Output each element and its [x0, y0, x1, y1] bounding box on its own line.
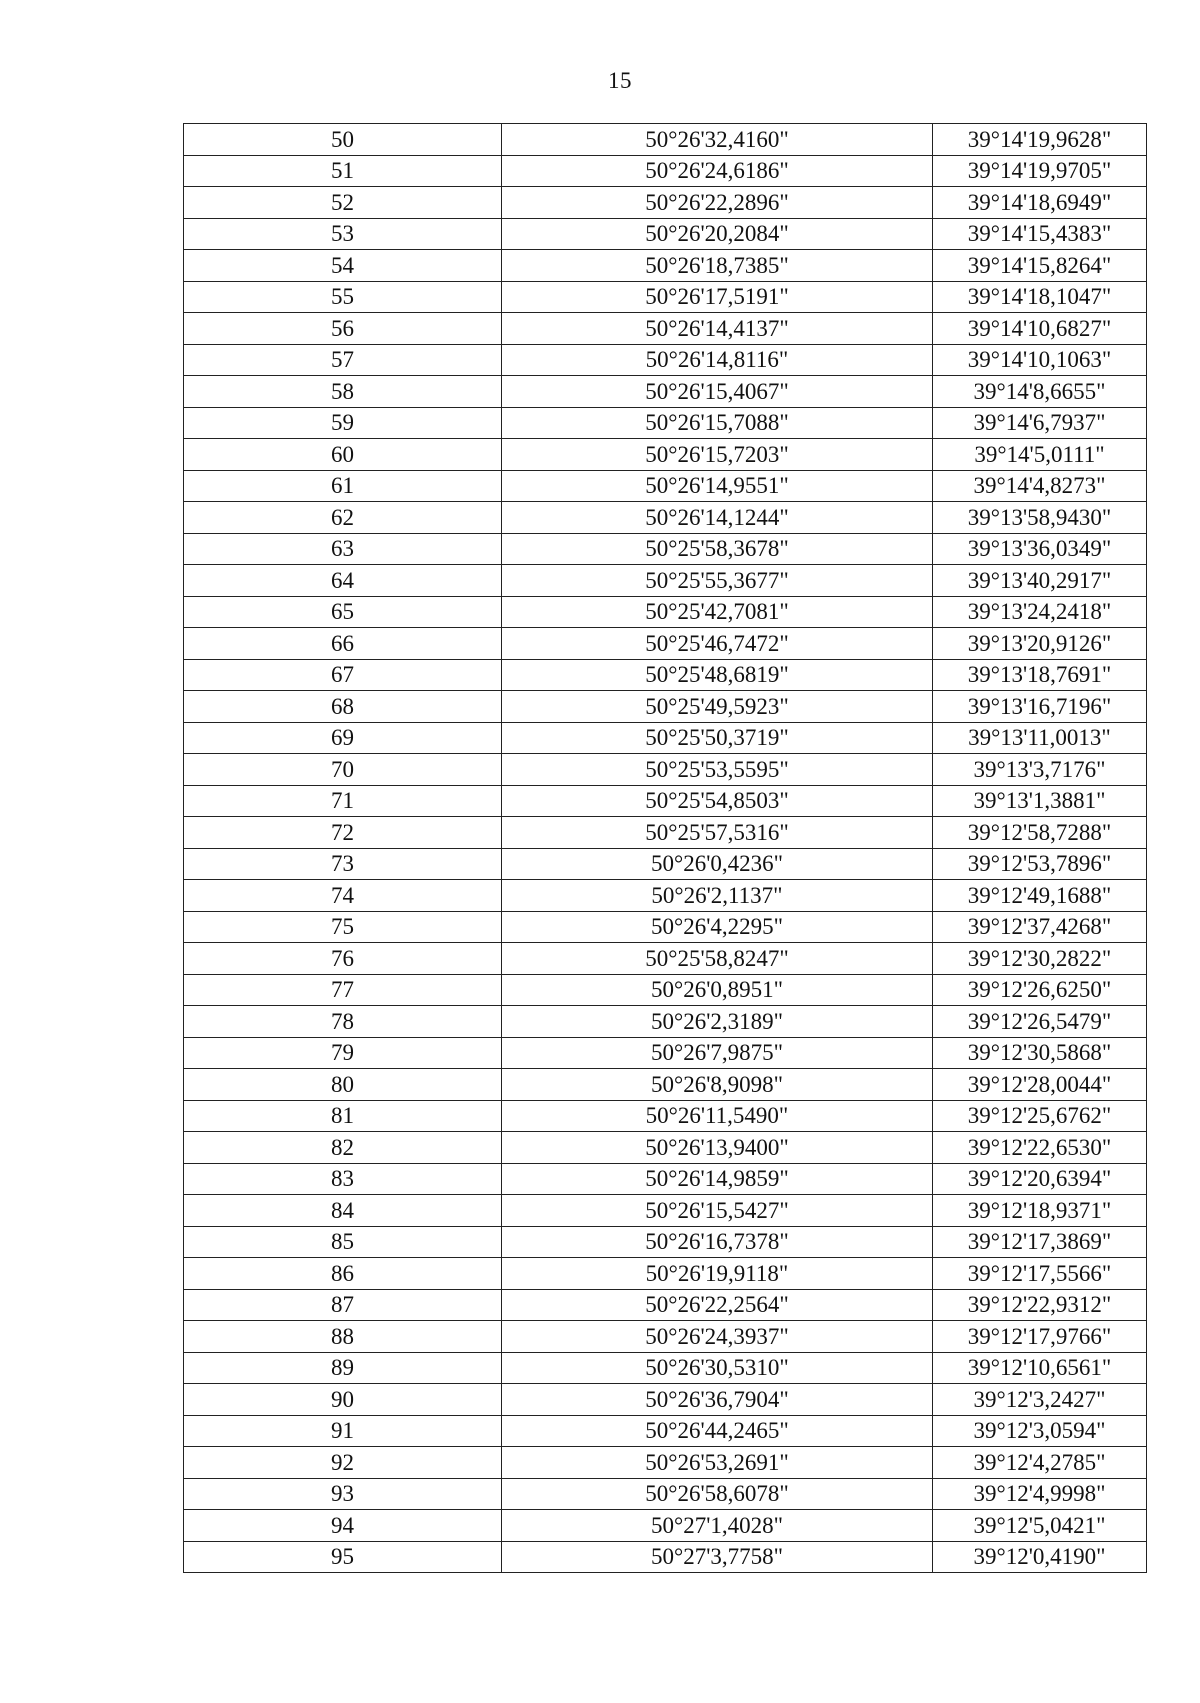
latitude-cell: 50°26'22,2564"	[502, 1289, 933, 1321]
latitude-cell: 50°26'19,9118"	[502, 1258, 933, 1290]
point-number-cell: 76	[184, 943, 502, 975]
latitude-cell: 50°25'58,8247"	[502, 943, 933, 975]
longitude-cell: 39°14'15,8264"	[933, 250, 1147, 282]
latitude-cell: 50°25'58,3678"	[502, 533, 933, 565]
longitude-cell: 39°12'3,0594"	[933, 1415, 1147, 1447]
longitude-cell: 39°12'18,9371"	[933, 1195, 1147, 1227]
latitude-cell: 50°26'44,2465"	[502, 1415, 933, 1447]
longitude-cell: 39°14'15,4383"	[933, 218, 1147, 250]
longitude-cell: 39°13'58,9430"	[933, 502, 1147, 534]
table-row	[184, 974, 1147, 1006]
table-row	[184, 218, 1147, 250]
table-row	[184, 659, 1147, 691]
point-number-cell: 67	[184, 659, 502, 691]
latitude-cell: 50°26'16,7378"	[502, 1226, 933, 1258]
coordinates-table-body	[184, 124, 1147, 1573]
table-row	[184, 817, 1147, 849]
point-number-cell: 62	[184, 502, 502, 534]
table-row	[184, 1006, 1147, 1038]
table-row	[184, 470, 1147, 502]
latitude-cell: 50°26'32,4160"	[502, 124, 933, 156]
latitude-cell: 50°26'18,7385"	[502, 250, 933, 282]
longitude-cell: 39°14'6,7937"	[933, 407, 1147, 439]
point-number-cell: 77	[184, 974, 502, 1006]
table-row	[184, 848, 1147, 880]
latitude-cell: 50°26'20,2084"	[502, 218, 933, 250]
table-row	[184, 407, 1147, 439]
table-row	[184, 376, 1147, 408]
table-row	[184, 628, 1147, 660]
latitude-cell: 50°26'58,6078"	[502, 1478, 933, 1510]
table-row	[184, 1541, 1147, 1573]
table-row	[184, 344, 1147, 376]
table-row	[184, 155, 1147, 187]
longitude-cell: 39°13'16,7196"	[933, 691, 1147, 723]
point-number-cell: 53	[184, 218, 502, 250]
longitude-cell: 39°14'18,1047"	[933, 281, 1147, 313]
point-number-cell: 93	[184, 1478, 502, 1510]
table-row	[184, 502, 1147, 534]
table-row	[184, 439, 1147, 471]
longitude-cell: 39°12'5,0421"	[933, 1510, 1147, 1542]
point-number-cell: 63	[184, 533, 502, 565]
longitude-cell: 39°12'30,2822"	[933, 943, 1147, 975]
table-row	[184, 911, 1147, 943]
point-number-cell: 61	[184, 470, 502, 502]
longitude-cell: 39°14'10,1063"	[933, 344, 1147, 376]
longitude-cell: 39°14'5,0111"	[933, 439, 1147, 471]
point-number-cell: 83	[184, 1163, 502, 1195]
table-row	[184, 1069, 1147, 1101]
table-row	[184, 187, 1147, 219]
latitude-cell: 50°26'14,1244"	[502, 502, 933, 534]
latitude-cell: 50°26'36,7904"	[502, 1384, 933, 1416]
table-row	[184, 1100, 1147, 1132]
point-number-cell: 90	[184, 1384, 502, 1416]
latitude-cell: 50°25'48,6819"	[502, 659, 933, 691]
latitude-cell: 50°26'22,2896"	[502, 187, 933, 219]
table-row	[184, 754, 1147, 786]
table-row	[184, 533, 1147, 565]
longitude-cell: 39°12'26,5479"	[933, 1006, 1147, 1038]
longitude-cell: 39°12'22,6530"	[933, 1132, 1147, 1164]
point-number-cell: 92	[184, 1447, 502, 1479]
point-number-cell: 69	[184, 722, 502, 754]
point-number-cell: 91	[184, 1415, 502, 1447]
longitude-cell: 39°13'11,0013"	[933, 722, 1147, 754]
point-number-cell: 86	[184, 1258, 502, 1290]
point-number-cell: 59	[184, 407, 502, 439]
latitude-cell: 50°26'17,5191"	[502, 281, 933, 313]
latitude-cell: 50°26'2,3189"	[502, 1006, 933, 1038]
latitude-cell: 50°26'14,9551"	[502, 470, 933, 502]
latitude-cell: 50°26'4,2295"	[502, 911, 933, 943]
longitude-cell: 39°12'30,5868"	[933, 1037, 1147, 1069]
table-row	[184, 1321, 1147, 1353]
longitude-cell: 39°12'10,6561"	[933, 1352, 1147, 1384]
latitude-cell: 50°26'53,2691"	[502, 1447, 933, 1479]
latitude-cell: 50°26'0,8951"	[502, 974, 933, 1006]
table-row	[184, 1384, 1147, 1416]
longitude-cell: 39°14'8,6655"	[933, 376, 1147, 408]
table-row	[184, 565, 1147, 597]
table-row	[184, 691, 1147, 723]
latitude-cell: 50°26'2,1137"	[502, 880, 933, 912]
latitude-cell: 50°25'42,7081"	[502, 596, 933, 628]
latitude-cell: 50°26'24,6186"	[502, 155, 933, 187]
latitude-cell: 50°26'15,4067"	[502, 376, 933, 408]
latitude-cell: 50°25'55,3677"	[502, 565, 933, 597]
table-row	[184, 250, 1147, 282]
longitude-cell: 39°12'17,9766"	[933, 1321, 1147, 1353]
latitude-cell: 50°27'3,7758"	[502, 1541, 933, 1573]
point-number-cell: 52	[184, 187, 502, 219]
point-number-cell: 55	[184, 281, 502, 313]
point-number-cell: 70	[184, 754, 502, 786]
point-number-cell: 80	[184, 1069, 502, 1101]
longitude-cell: 39°13'24,2418"	[933, 596, 1147, 628]
latitude-cell: 50°26'0,4236"	[502, 848, 933, 880]
point-number-cell: 82	[184, 1132, 502, 1164]
point-number-cell: 85	[184, 1226, 502, 1258]
point-number-cell: 84	[184, 1195, 502, 1227]
longitude-cell: 39°12'25,6762"	[933, 1100, 1147, 1132]
table-row	[184, 1163, 1147, 1195]
longitude-cell: 39°12'22,9312"	[933, 1289, 1147, 1321]
latitude-cell: 50°25'50,3719"	[502, 722, 933, 754]
longitude-cell: 39°12'26,6250"	[933, 974, 1147, 1006]
latitude-cell: 50°27'1,4028"	[502, 1510, 933, 1542]
point-number-cell: 65	[184, 596, 502, 628]
table-row	[184, 1415, 1147, 1447]
point-number-cell: 68	[184, 691, 502, 723]
point-number-cell: 74	[184, 880, 502, 912]
longitude-cell: 39°14'10,6827"	[933, 313, 1147, 345]
point-number-cell: 50	[184, 124, 502, 156]
longitude-cell: 39°12'53,7896"	[933, 848, 1147, 880]
point-number-cell: 71	[184, 785, 502, 817]
point-number-cell: 89	[184, 1352, 502, 1384]
coordinates-table	[183, 123, 1147, 1573]
longitude-cell: 39°12'17,5566"	[933, 1258, 1147, 1290]
latitude-cell: 50°25'57,5316"	[502, 817, 933, 849]
point-number-cell: 75	[184, 911, 502, 943]
point-number-cell: 87	[184, 1289, 502, 1321]
table-row	[184, 1510, 1147, 1542]
latitude-cell: 50°26'14,8116"	[502, 344, 933, 376]
point-number-cell: 51	[184, 155, 502, 187]
longitude-cell: 39°14'18,6949"	[933, 187, 1147, 219]
latitude-cell: 50°26'11,5490"	[502, 1100, 933, 1132]
point-number-cell: 79	[184, 1037, 502, 1069]
table-row	[184, 1226, 1147, 1258]
latitude-cell: 50°26'24,3937"	[502, 1321, 933, 1353]
table-row	[184, 722, 1147, 754]
point-number-cell: 73	[184, 848, 502, 880]
table-row	[184, 1447, 1147, 1479]
longitude-cell: 39°12'3,2427"	[933, 1384, 1147, 1416]
latitude-cell: 50°26'14,4137"	[502, 313, 933, 345]
table-row	[184, 1195, 1147, 1227]
point-number-cell: 66	[184, 628, 502, 660]
longitude-cell: 39°14'4,8273"	[933, 470, 1147, 502]
latitude-cell: 50°26'13,9400"	[502, 1132, 933, 1164]
longitude-cell: 39°12'0,4190"	[933, 1541, 1147, 1573]
point-number-cell: 57	[184, 344, 502, 376]
point-number-cell: 81	[184, 1100, 502, 1132]
latitude-cell: 50°25'49,5923"	[502, 691, 933, 723]
longitude-cell: 39°12'20,6394"	[933, 1163, 1147, 1195]
table-row	[184, 1352, 1147, 1384]
table-row	[184, 1289, 1147, 1321]
point-number-cell: 56	[184, 313, 502, 345]
longitude-cell: 39°14'19,9628"	[933, 124, 1147, 156]
longitude-cell: 39°12'4,9998"	[933, 1478, 1147, 1510]
longitude-cell: 39°13'40,2917"	[933, 565, 1147, 597]
point-number-cell: 88	[184, 1321, 502, 1353]
table-row	[184, 281, 1147, 313]
longitude-cell: 39°12'37,4268"	[933, 911, 1147, 943]
latitude-cell: 50°25'53,5595"	[502, 754, 933, 786]
longitude-cell: 39°13'36,0349"	[933, 533, 1147, 565]
point-number-cell: 94	[184, 1510, 502, 1542]
point-number-cell: 78	[184, 1006, 502, 1038]
table-row	[184, 1132, 1147, 1164]
table-row	[184, 313, 1147, 345]
latitude-cell: 50°25'54,8503"	[502, 785, 933, 817]
point-number-cell: 60	[184, 439, 502, 471]
table-row	[184, 943, 1147, 975]
latitude-cell: 50°25'46,7472"	[502, 628, 933, 660]
table-row	[184, 1258, 1147, 1290]
table-row	[184, 880, 1147, 912]
latitude-cell: 50°26'8,9098"	[502, 1069, 933, 1101]
longitude-cell: 39°12'17,3869"	[933, 1226, 1147, 1258]
longitude-cell: 39°12'4,2785"	[933, 1447, 1147, 1479]
longitude-cell: 39°13'20,9126"	[933, 628, 1147, 660]
longitude-cell: 39°13'1,3881"	[933, 785, 1147, 817]
latitude-cell: 50°26'7,9875"	[502, 1037, 933, 1069]
table-row	[184, 1037, 1147, 1069]
latitude-cell: 50°26'30,5310"	[502, 1352, 933, 1384]
table-row	[184, 124, 1147, 156]
longitude-cell: 39°12'58,7288"	[933, 817, 1147, 849]
point-number-cell: 54	[184, 250, 502, 282]
table-row	[184, 1478, 1147, 1510]
latitude-cell: 50°26'14,9859"	[502, 1163, 933, 1195]
table-row	[184, 596, 1147, 628]
point-number-cell: 64	[184, 565, 502, 597]
longitude-cell: 39°12'28,0044"	[933, 1069, 1147, 1101]
point-number-cell: 72	[184, 817, 502, 849]
latitude-cell: 50°26'15,7203"	[502, 439, 933, 471]
longitude-cell: 39°13'18,7691"	[933, 659, 1147, 691]
latitude-cell: 50°26'15,7088"	[502, 407, 933, 439]
longitude-cell: 39°14'19,9705"	[933, 155, 1147, 187]
longitude-cell: 39°13'3,7176"	[933, 754, 1147, 786]
latitude-cell: 50°26'15,5427"	[502, 1195, 933, 1227]
point-number-cell: 58	[184, 376, 502, 408]
page-number: 15	[608, 68, 632, 93]
longitude-cell: 39°12'49,1688"	[933, 880, 1147, 912]
point-number-cell: 95	[184, 1541, 502, 1573]
table-row	[184, 785, 1147, 817]
